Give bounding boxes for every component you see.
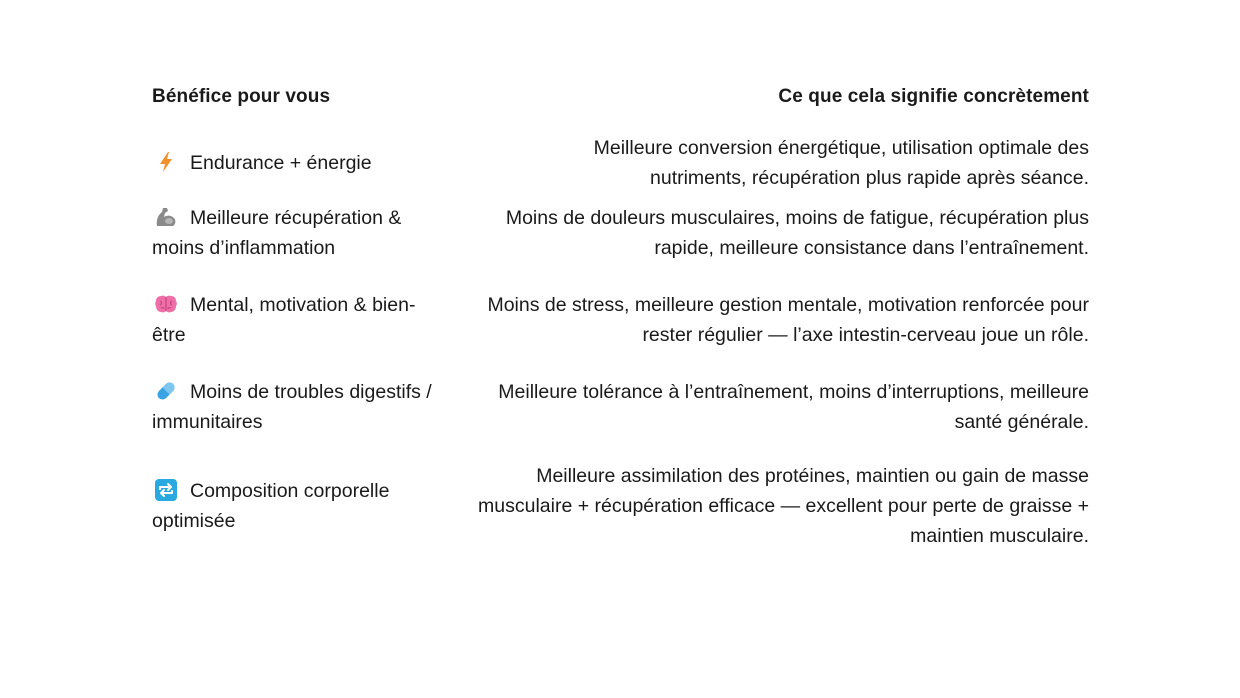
benefit-cell xyxy=(152,476,437,536)
table-row xyxy=(152,290,1089,350)
meaning-cell: Moins de stress, meilleure gestion mentale, motivation renforcée pour rester régulier — l’axe intestin-cerveau joue un rôle. xyxy=(487,294,1089,346)
table-row xyxy=(152,377,1089,437)
benefit-cell xyxy=(152,290,437,350)
table-row xyxy=(152,461,1089,551)
pill-icon xyxy=(154,380,178,402)
benefit-label: Endurance + énergie xyxy=(190,152,372,174)
table-row xyxy=(152,133,1089,193)
table-header xyxy=(152,83,1089,111)
flexed-bicep-icon xyxy=(154,206,178,228)
table-row xyxy=(152,203,1089,263)
meaning-cell: Meilleure assimilation des protéines, maintien ou gain de masse musculaire + récupération efficace — excellent pour perte de graisse + maintien musculaire. xyxy=(478,465,1089,547)
meaning-cell: Meilleure tolérance à l’entraînement, moins d’interruptions, meilleure santé générale. xyxy=(498,381,1089,433)
header-benefit: Bénéfice pour vous xyxy=(152,86,331,107)
benefit-label: Mental, motivation & bien-être xyxy=(152,294,416,346)
benefit-cell xyxy=(152,148,437,178)
benefit-label: Moins de troubles digestifs / immunitaires xyxy=(152,381,432,433)
meaning-cell: Moins de douleurs musculaires, moins de fatigue, récupération plus rapide, meilleure consistance dans l’entraînement. xyxy=(505,207,1089,259)
benefits-table xyxy=(152,83,1089,551)
header-meaning: Ce que cela signifie concrètement xyxy=(778,86,1089,107)
benefit-cell xyxy=(152,203,437,263)
repeat-arrows-icon xyxy=(154,479,178,501)
lightning-icon xyxy=(154,151,178,173)
benefit-label: Composition corporelle optimisée xyxy=(152,480,390,532)
benefit-cell xyxy=(152,377,437,437)
meaning-cell: Meilleure conversion énergétique, utilisation optimale des nutriments, récupération plus rapide après séance. xyxy=(593,137,1089,189)
benefit-label: Meilleure récupération & moins d’inflammation xyxy=(152,207,402,259)
brain-icon xyxy=(154,293,178,315)
